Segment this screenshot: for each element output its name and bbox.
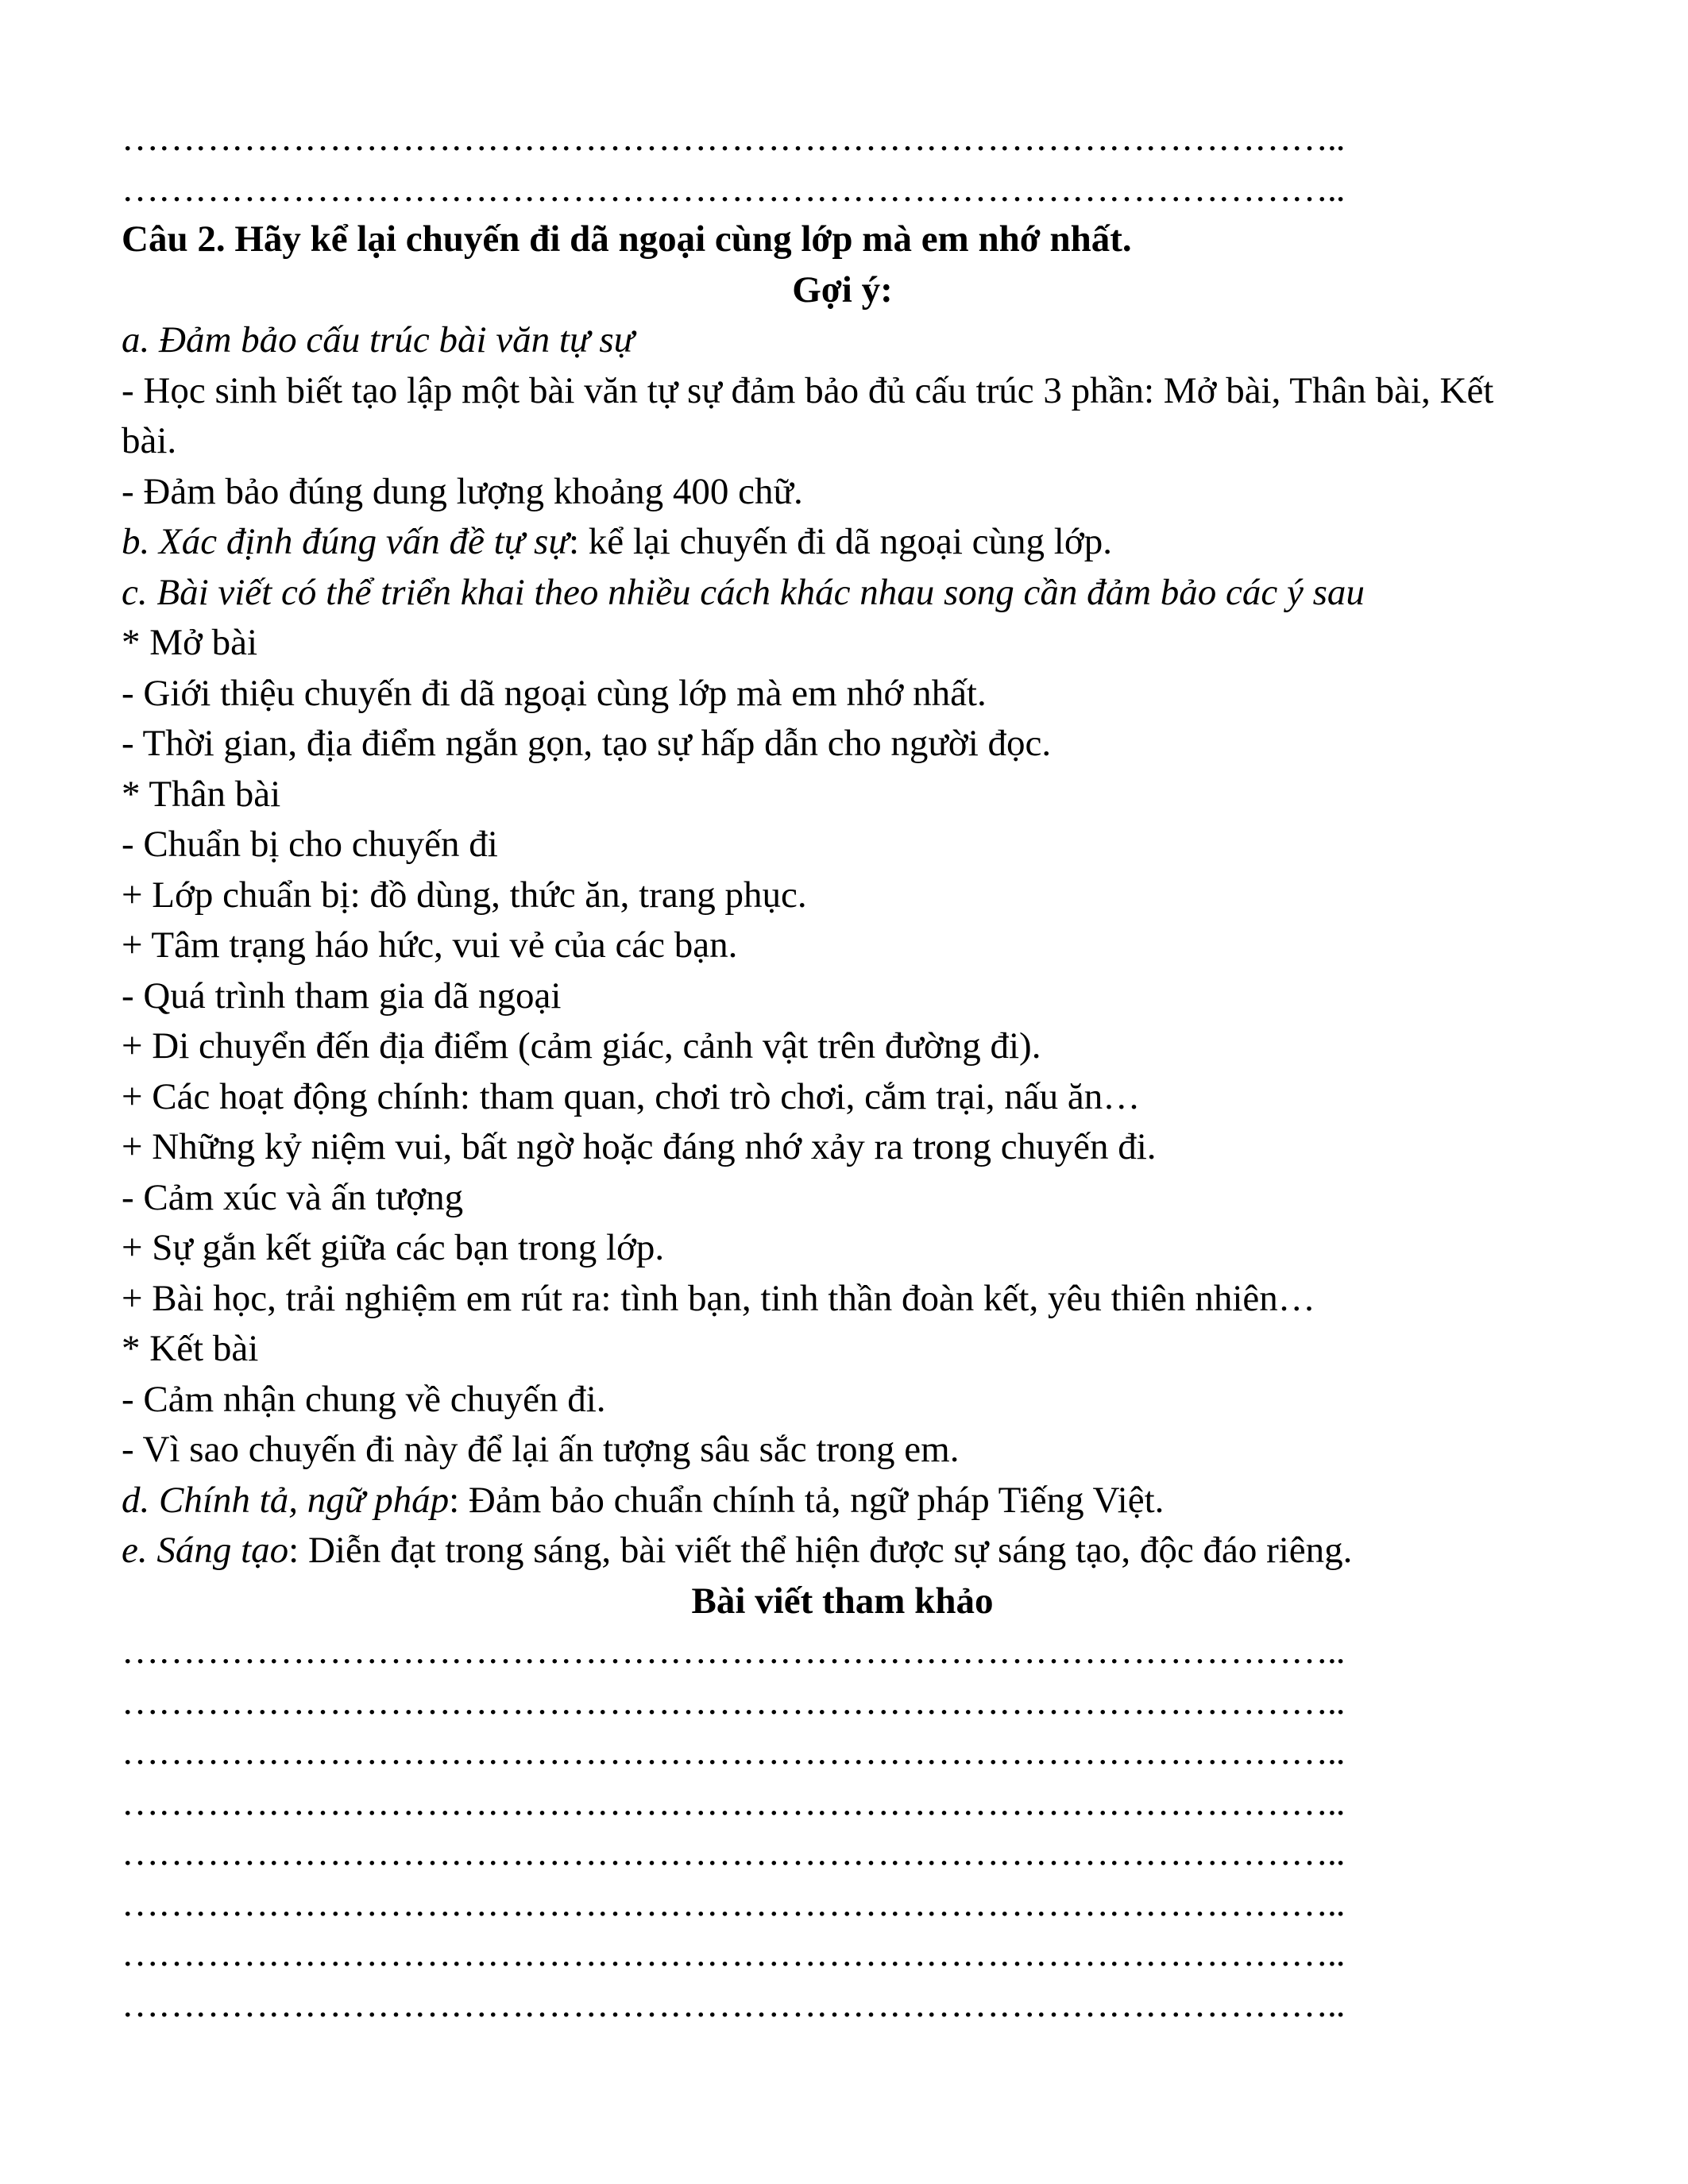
criterion-c-title: c. Bài viết có thể triển khai theo nhiều cách khác nhau song cần đảm bảo các ý sau <box>122 571 1365 613</box>
criterion-b-text: : kể lại chuyến đi dã ngoại cùng lớp. <box>568 521 1112 562</box>
criterion-a-title: a. Đảm bảo cấu trúc bài văn tự sự <box>122 319 635 361</box>
outline-item: - Giới thiệu chuyến đi dã ngoại cùng lớp mà em nhớ nhất. <box>122 672 987 714</box>
answer-dotted-line: ……………………………………………………………………………………….. <box>122 1630 1345 1672</box>
outline-item: * Thân bài <box>122 773 281 815</box>
criterion-d-label: d. Chính tả, ngữ pháp <box>122 1479 450 1521</box>
criterion-b-label: b. Xác định đúng vấn đề tự sự <box>122 521 569 562</box>
outline-item: - Thời gian, địa điểm ngắn gọn, tạo sự hấp dẫn cho người đọc. <box>122 723 1052 764</box>
outline-item: + Các hoạt động chính: tham quan, chơi trò chơi, cắm trại, nấu ăn… <box>122 1075 1141 1117</box>
outline-item: - Cảm nhận chung về chuyến đi. <box>122 1378 606 1420</box>
hint-title: Gợi ý: <box>792 268 893 311</box>
criterion-e-text: : Diễn đạt trong sáng, bài viết thể hiện được sự sáng tạo, độc đáo riêng. <box>288 1530 1353 1571</box>
reference-essay-lines <box>122 1626 1563 2030</box>
outline-item: - Chuẩn bị cho chuyến đi <box>122 824 498 865</box>
outline-item: + Bài học, trải nghiệm em rút ra: tình bạn, tinh thần đoàn kết, yêu thiên nhiên… <box>122 1277 1315 1319</box>
outline-item: + Di chuyển đến địa điểm (cảm giác, cảnh vật trên đường đi). <box>122 1025 1041 1067</box>
question-heading: Câu 2. Hãy kể lại chuyến đi dã ngoại cùng lớp mà em nhớ nhất. <box>122 218 1132 260</box>
criterion-e-label: e. Sáng tạo <box>122 1530 289 1571</box>
answer-dotted-line: ……………………………………………………………………………………….. <box>122 168 1345 210</box>
answer-dotted-line: ……………………………………………………………………………………….. <box>122 1832 1345 1873</box>
outline-item: + Những kỷ niệm vui, bất ngờ hoặc đáng nhớ xảy ra trong chuyến đi. <box>122 1126 1157 1167</box>
outline-item: + Tâm trạng háo hức, vui vẻ của các bạn. <box>122 924 738 966</box>
outline-item: - Cảm xúc và ấn tượng <box>122 1176 464 1218</box>
answer-dotted-line: ……………………………………………………………………………………….. <box>122 1680 1345 1723</box>
criterion-d <box>122 1476 1563 1526</box>
criterion-a-line-cont: bài. <box>122 420 177 461</box>
outline-item: * Mở bài <box>122 622 258 663</box>
answer-dotted-line: ……………………………………………………………………………………….. <box>122 1983 1345 2025</box>
criterion-b <box>122 517 1563 568</box>
answer-dotted-line: ……………………………………………………………………………………….. <box>122 1933 1345 1974</box>
criterion-a-line: - Học sinh biết tạo lập một bài văn tự sự đảm bảo đủ cấu trúc 3 phần: Mở bài, Thân bài, Kết <box>122 369 1494 411</box>
outline-item: - Quá trình tham gia dã ngoại <box>122 974 562 1017</box>
outline-item: - Vì sao chuyến đi này để lại ấn tượng sâu sắc trong em. <box>122 1429 960 1470</box>
outline-item: + Sự gắn kết giữa các bạn trong lớp. <box>122 1227 665 1268</box>
criterion-e <box>122 1526 1563 1576</box>
reference-essay-title: Bài viết tham khảo <box>691 1580 994 1622</box>
answer-dotted-line: ……………………………………………………………………………………….. <box>122 1882 1345 1924</box>
answer-dotted-line: ……………………………………………………………………………………….. <box>122 1781 1345 1823</box>
answer-dotted-line: ……………………………………………………………………………………….. <box>122 118 1345 159</box>
outline-item: + Lớp chuẩn bị: đồ dùng, thức ăn, trang phục. <box>122 874 807 916</box>
answer-dotted-line: ……………………………………………………………………………………….. <box>122 1731 1345 1773</box>
document-page <box>122 114 1563 2030</box>
outline-item: * Kết bài <box>122 1328 259 1369</box>
criterion-d-text: : Đảm bảo chuẩn chính tả, ngữ pháp Tiếng Việt. <box>449 1479 1165 1521</box>
outline-list <box>122 618 1563 1476</box>
criterion-a-line: - Đảm bảo đúng dung lượng khoảng 400 chữ. <box>122 470 803 512</box>
